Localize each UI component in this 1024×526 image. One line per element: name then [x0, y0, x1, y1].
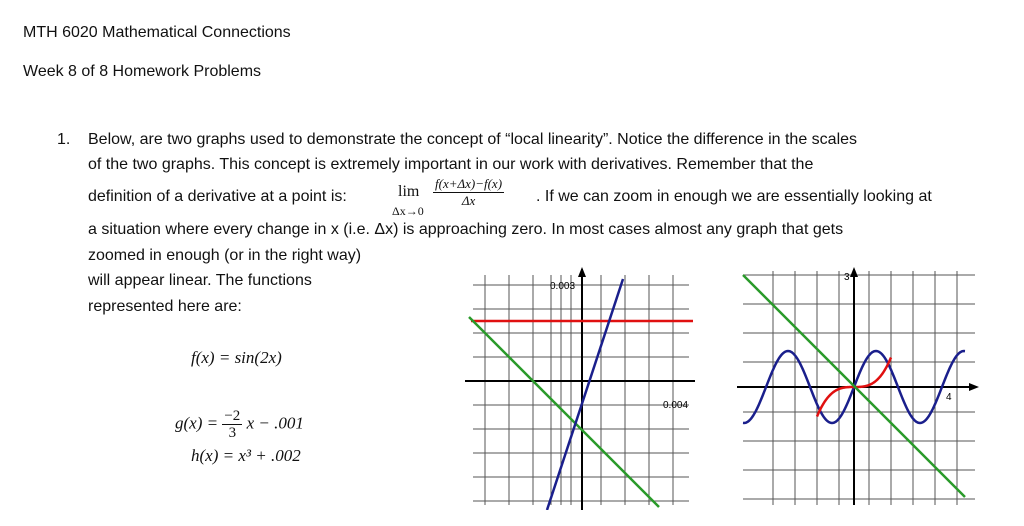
week-title: Week 8 of 8 Homework Problems	[23, 63, 262, 80]
limit-word: lim	[398, 183, 420, 200]
problem-line-3a: definition of a derivative at a point is:	[88, 188, 347, 205]
function-g-numerator: −2	[224, 408, 241, 424]
limit-operator	[398, 183, 419, 201]
course-title: MTH 6020 Mathematical Connections	[23, 24, 291, 41]
derivative-denominator: Δx	[461, 193, 476, 208]
graph1-sine-curve	[547, 279, 623, 510]
graph2-y-arrow	[850, 267, 858, 277]
graph-zoomed-in	[465, 265, 697, 510]
graph1-y-arrow	[578, 267, 586, 277]
graph2-x-tick-label: 4	[946, 392, 952, 403]
problem-line-3b: . If we can zoom in enough we are essentially looking at	[536, 188, 932, 205]
problem-line-2: of the two graphs. This concept is extremely important in our work with derivatives. Remember that the	[88, 156, 814, 173]
derivative-numerator: f(x+Δx)−f(x)	[435, 176, 503, 191]
function-g	[175, 408, 304, 441]
problem-line-5: zoomed in enough (or in the right way)	[88, 247, 362, 264]
graph1-y-tick-label: 0.003	[550, 281, 576, 292]
graph1-x-tick-label: 0.004	[663, 400, 689, 411]
problem-line-1: Below, are two graphs used to demonstrate the concept of “local linearity”. Notice the difference in the scales	[88, 131, 858, 148]
function-g-lhs: g(x) =	[175, 413, 219, 433]
problem-line-7: represented here are:	[88, 298, 242, 315]
graph-zoomed-out	[733, 265, 981, 510]
limit-subscript: Δx→0	[392, 204, 424, 218]
problem-line-4: a situation where every change in x (i.e. Δx) is approaching zero. In most cases almost any graph that gets	[88, 221, 844, 238]
function-h: h(x) = x³ + .002	[191, 446, 301, 465]
problem-line-6: will appear linear. The functions	[88, 272, 312, 289]
graph2-y-tick-label: 3	[844, 272, 850, 283]
function-g-rhs: x − .001	[246, 413, 304, 433]
graph1-linear-curve	[469, 317, 659, 507]
function-g-denominator: 3	[228, 425, 237, 441]
derivative-fraction	[433, 176, 504, 209]
function-f: f(x) = sin(2x)	[191, 348, 282, 367]
problem-number: 1.	[57, 131, 71, 148]
graph2-x-arrow	[969, 383, 979, 391]
